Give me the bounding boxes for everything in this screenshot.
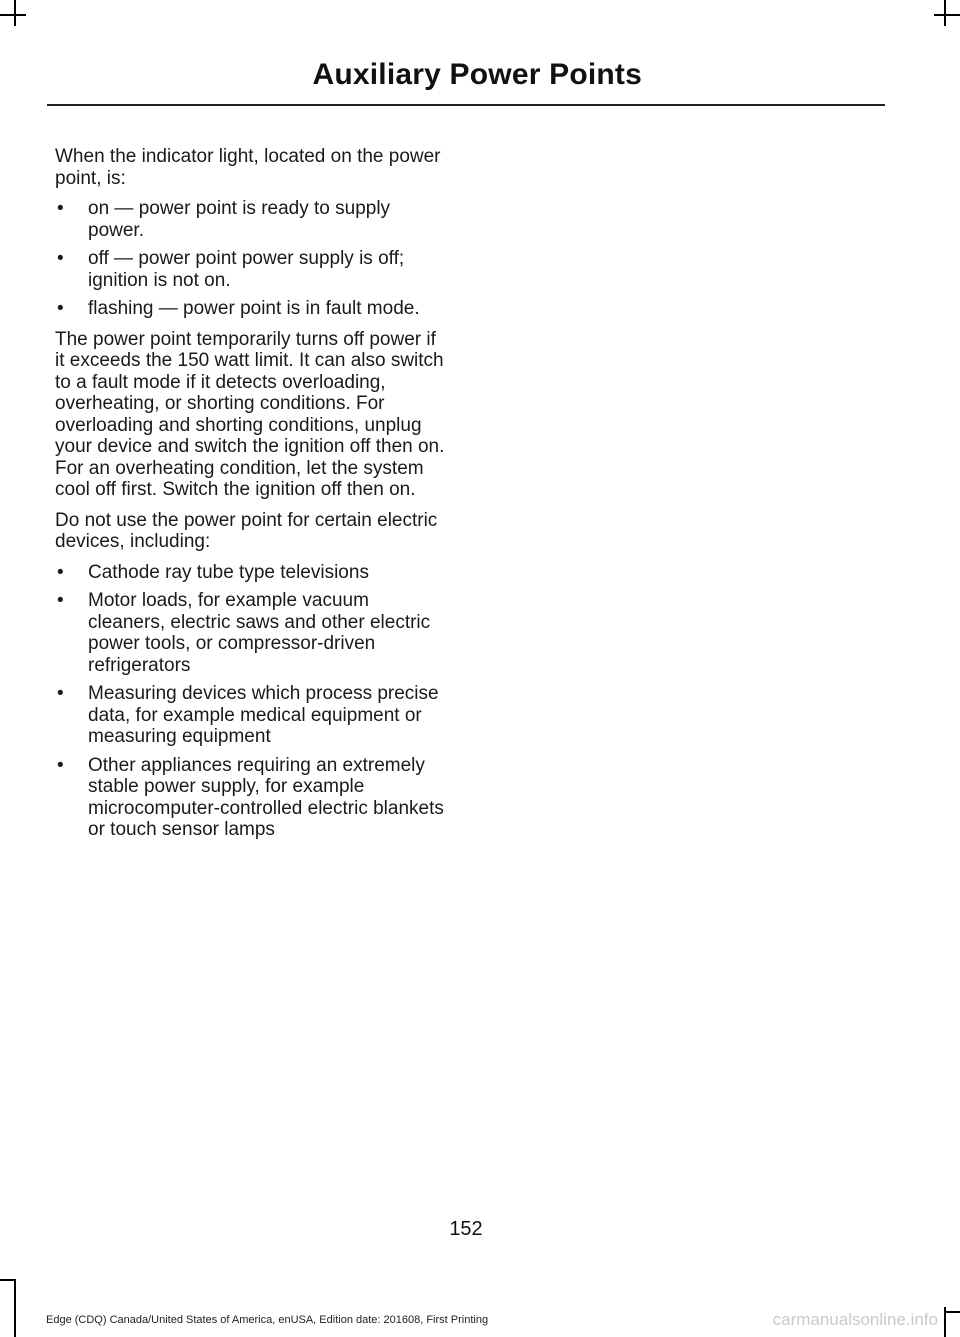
header-divider [47,104,885,106]
page-number: 152 [449,1218,483,1240]
list-item [55,248,450,291]
crop-mark [0,1279,16,1281]
bullet-icon: • [57,298,64,319]
bullet-icon: • [57,561,64,583]
bullet-icon: • [57,683,64,704]
fault-paragraph: The power point temporarily turns off power if it exceeds the 150 watt limit. It can also switch to a fault mode if it detects overloading, overheating, or shorting conditions. For overloading and shorting conditions, unplug your device and switch the ignition off then on. For an overheating condition, let the system cool off first. Switch the ignition off then on. [55,328,445,500]
list-item [55,562,450,584]
list-item-text: Cathode ray tube type televisions [88,561,369,583]
list-item [55,755,450,841]
list-item-text: Motor loads, for example vacuum cleaners, electric saws and other electric power tools, or compressor-driven refrigerators [88,590,431,676]
bullet-icon: • [57,590,64,611]
bullet-icon: • [57,754,64,776]
footer-edition-info: Edge (CDQ) Canada/United States of America, enUSA, Edition date: 201608, First Printing [46,1314,489,1326]
intro-paragraph: When the indicator light, located on the power point, is: [55,146,441,189]
list-item-text: Other appliances requiring an extremely stable power supply, for example microcomputer-controlled electric blankets or touch sensor lamps [88,754,444,840]
bullet-icon: • [57,248,64,269]
page-title: Auxiliary Power Points [312,58,642,91]
bullet-icon: • [57,198,64,219]
watermark: carmanualsonline.info [772,1310,938,1329]
list-item [55,198,450,241]
list-item-text: on — power point is ready to supply power. [88,198,391,241]
device-list [55,562,450,841]
indicator-list [55,198,450,320]
list-item-text: flashing — power point is in fault mode. [88,298,420,319]
crop-mark [14,1281,16,1337]
list-item-text: off — power point power supply is off; ignition is not on. [88,248,405,291]
list-item [55,298,450,320]
crop-mark [944,0,946,26]
list-item [55,683,450,748]
list-item [55,590,450,676]
crop-mark [946,1311,960,1313]
page-content [55,146,450,850]
crop-mark [934,14,960,16]
crop-mark [0,14,26,16]
list-item-text: Measuring devices which process precise data, for example medical equipment or measuring equipment [88,683,439,747]
crop-mark [14,0,16,26]
devices-intro-paragraph: Do not use the power point for certain electric devices, including: [55,509,438,552]
